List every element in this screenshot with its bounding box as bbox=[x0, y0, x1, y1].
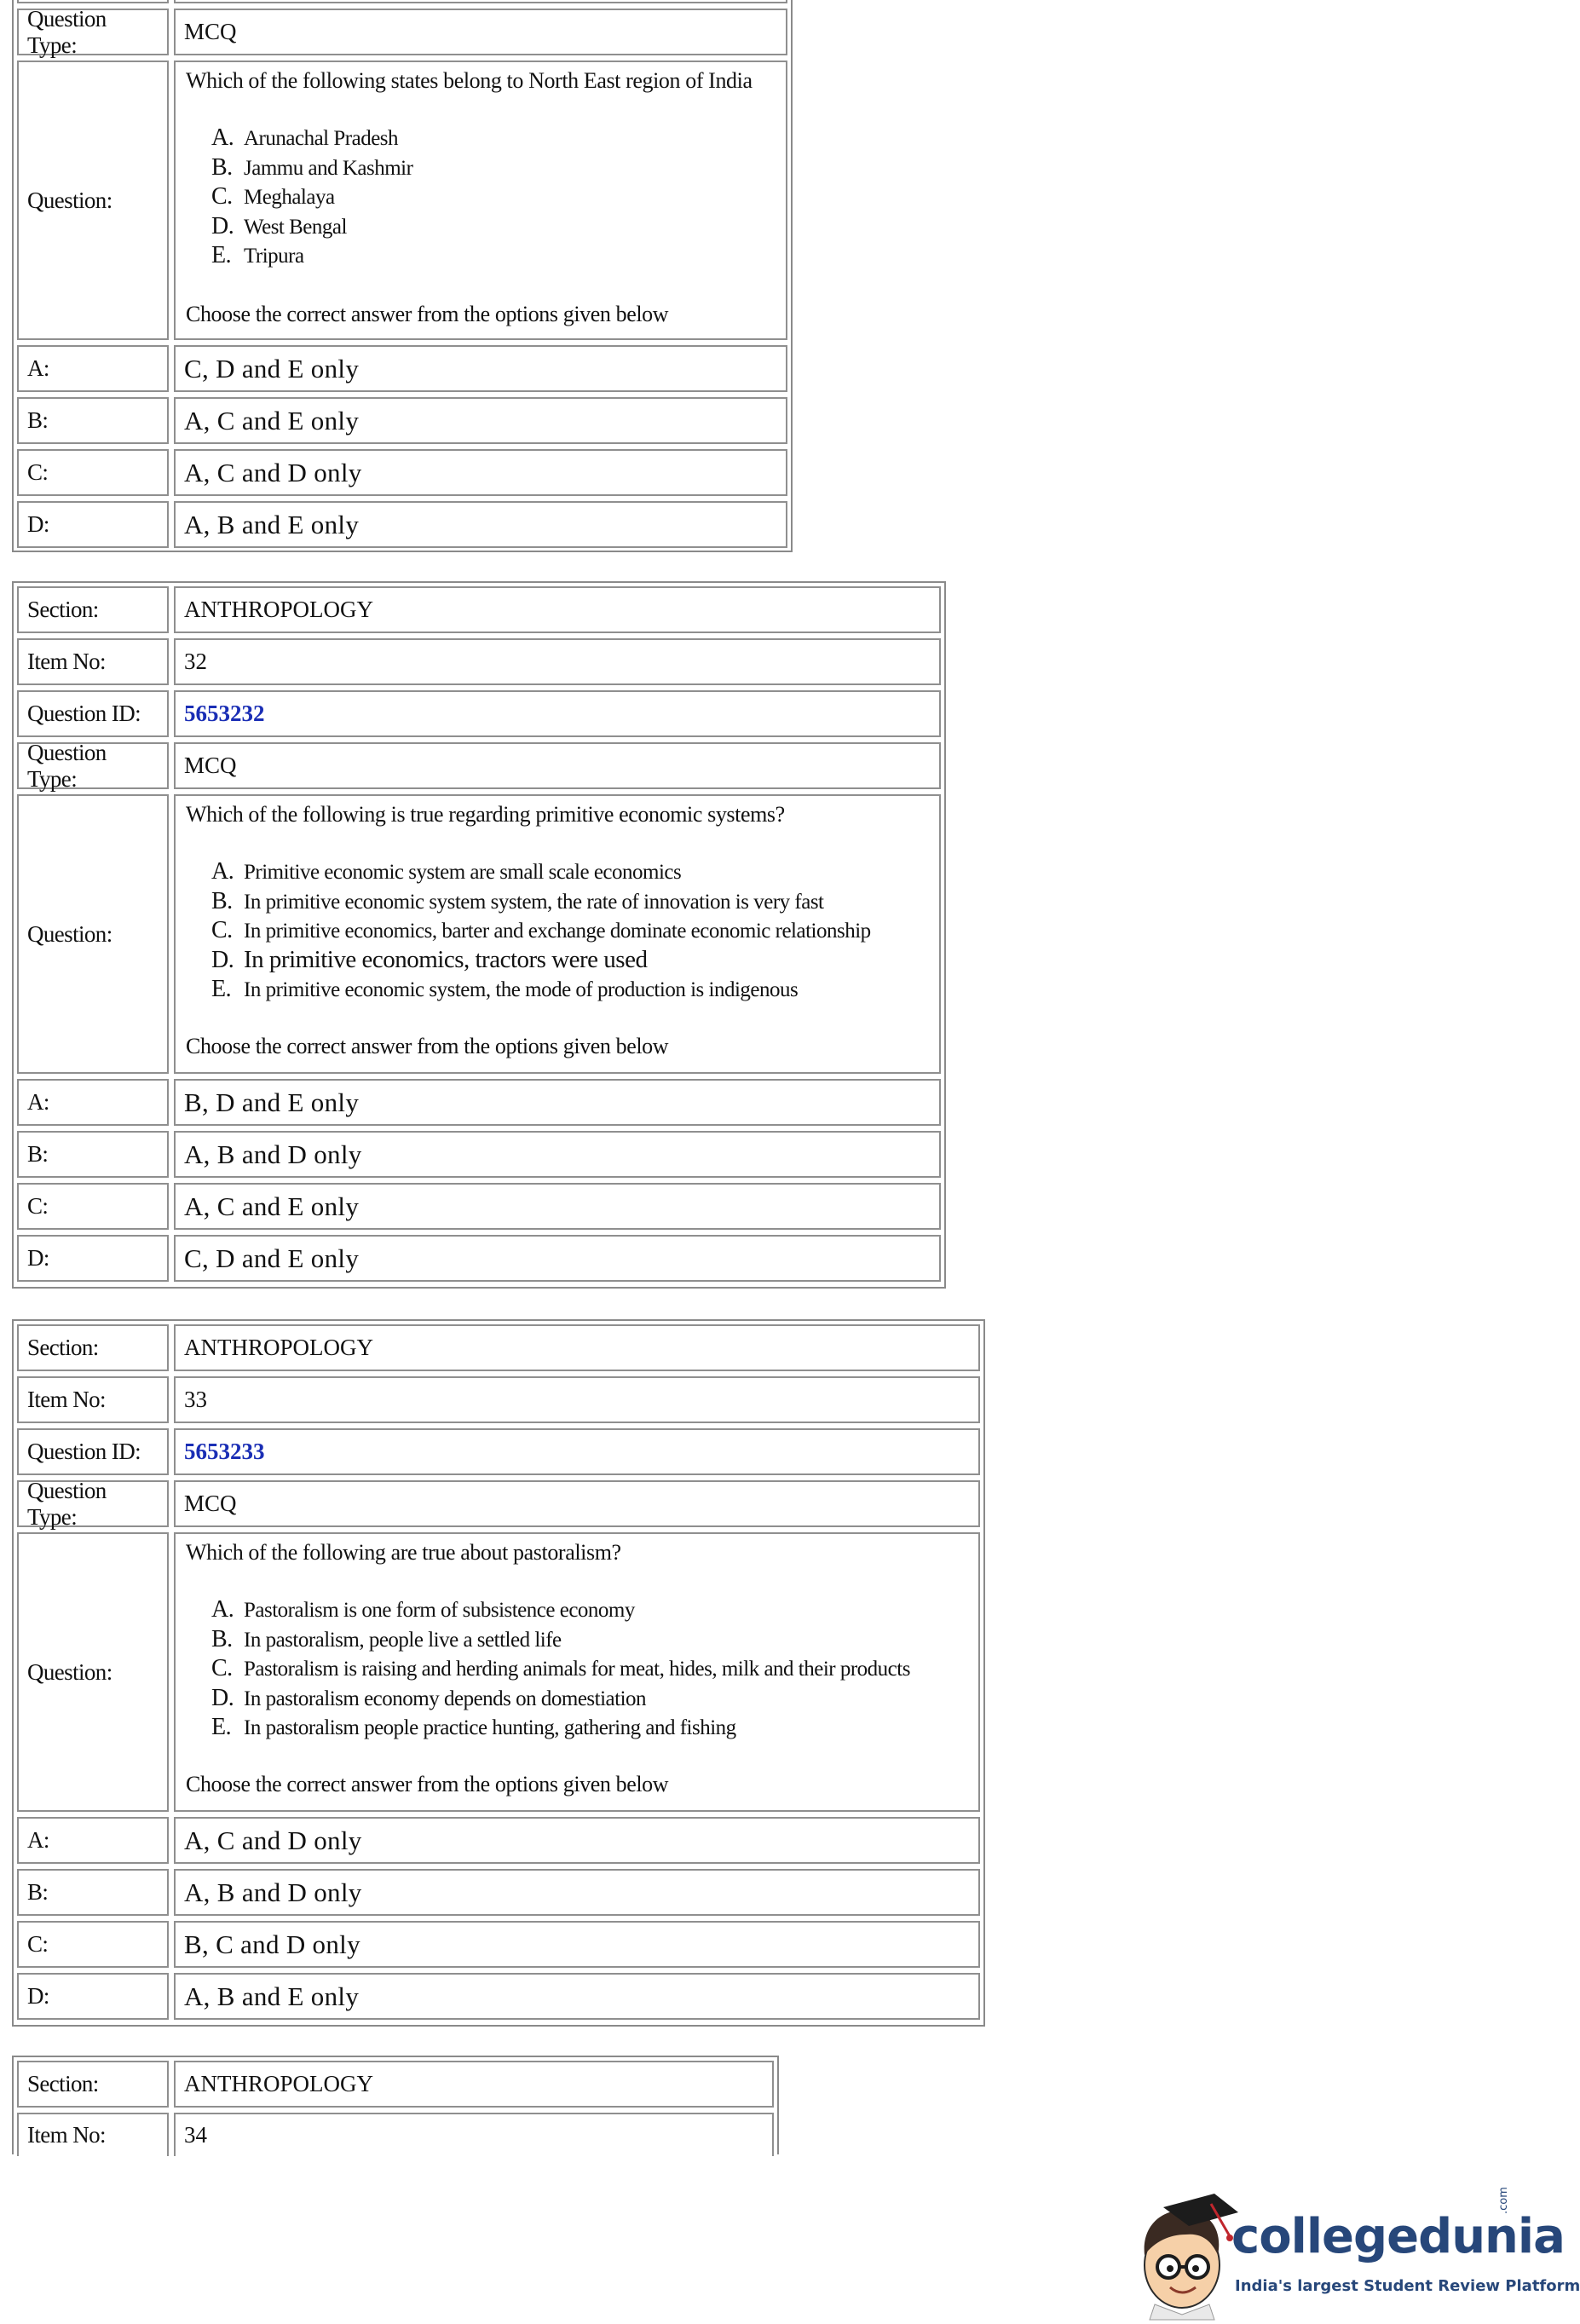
statement-item: D. In pastoralism economy depends on domestiation bbox=[211, 1684, 647, 1711]
section-row bbox=[17, 586, 941, 633]
option-b-label: B: bbox=[17, 1131, 169, 1178]
item-no-label: Item No: bbox=[17, 2113, 169, 2156]
option-row-d bbox=[17, 501, 787, 548]
option-a-label: A: bbox=[17, 345, 169, 392]
option-a-label: A: bbox=[17, 1079, 169, 1126]
section-label: Section: bbox=[17, 2061, 169, 2108]
item-no-value: 34 bbox=[174, 2113, 774, 2156]
question-row bbox=[17, 1532, 980, 1812]
statement-item: C. Pastoralism is raising and herding animals for meat, hides, milk and their products bbox=[211, 1655, 910, 1681]
question-type-label: Question Type: bbox=[17, 1480, 169, 1527]
item-no-row bbox=[17, 638, 941, 685]
question-text: Which of the following states belong to North East region of India bbox=[186, 68, 753, 93]
option-row-a bbox=[17, 1079, 941, 1126]
item-no-value: 33 bbox=[174, 1376, 980, 1423]
question-row bbox=[17, 61, 787, 340]
question-id-label: Question ID: bbox=[17, 1428, 169, 1475]
option-b-label: B: bbox=[17, 397, 169, 444]
option-row-c bbox=[17, 449, 787, 496]
statement-item: D. West Bengal bbox=[211, 212, 347, 239]
statement-item: E. In primitive economic system, the mode of production is indigenous bbox=[211, 976, 799, 1002]
option-c-value: B, C and D only bbox=[174, 1921, 980, 1968]
option-row-a bbox=[17, 1817, 980, 1864]
table-cut-edge bbox=[17, 0, 787, 3]
option-row-b bbox=[17, 397, 787, 444]
statement-item: B. Jammu and Kashmir bbox=[211, 153, 413, 181]
option-c-label: C: bbox=[17, 449, 169, 496]
option-row-b bbox=[17, 1869, 980, 1916]
option-d-value: A, B and E only bbox=[174, 1973, 980, 2020]
section-value: ANTHROPOLOGY bbox=[174, 1324, 980, 1371]
statement-list bbox=[186, 857, 931, 1005]
statement-item: C. Meghalaya bbox=[211, 183, 335, 210]
section-value: ANTHROPOLOGY bbox=[174, 2061, 774, 2108]
option-row-d bbox=[17, 1973, 980, 2020]
question-table-34 bbox=[12, 2056, 779, 2154]
item-no-row bbox=[17, 2113, 774, 2156]
option-b-value: A, C and E only bbox=[174, 397, 787, 444]
option-b-value: A, B and D only bbox=[174, 1869, 980, 1916]
question-id-row bbox=[17, 690, 941, 737]
option-d-label: D: bbox=[17, 1973, 169, 2020]
question-text: Which of the following is true regarding primitive economic systems? bbox=[186, 802, 785, 827]
brand-suffix: .com bbox=[1497, 2187, 1510, 2214]
statement-item: E. In pastoralism people practice hunting, gathering and fishing bbox=[211, 1714, 736, 1740]
question-type-value: MCQ bbox=[174, 1480, 980, 1527]
section-label: Section: bbox=[17, 586, 169, 633]
statement-item: B. In primitive economic system system, the rate of innovation is very fast bbox=[211, 887, 824, 914]
option-a-value: B, D and E only bbox=[174, 1079, 941, 1126]
item-no-row bbox=[17, 1376, 980, 1423]
item-no-label: Item No: bbox=[17, 1376, 169, 1423]
statement-list bbox=[186, 1595, 970, 1743]
question-type-row bbox=[17, 1477, 980, 1530]
question-id-value: 5653233 bbox=[174, 1428, 980, 1475]
question-label: Question: bbox=[17, 1532, 169, 1812]
question-text: Which of the following are true about pastoralism? bbox=[186, 1540, 621, 1565]
section-label: Section: bbox=[17, 1324, 169, 1371]
option-row-a bbox=[17, 345, 787, 392]
option-row-c bbox=[17, 1183, 941, 1230]
section-row bbox=[17, 2061, 774, 2108]
option-d-value: C, D and E only bbox=[174, 1235, 941, 1282]
option-row-b bbox=[17, 1131, 941, 1178]
choose-instruction: Choose the correct answer from the options given below bbox=[186, 1033, 669, 1058]
item-no-label: Item No: bbox=[17, 638, 169, 685]
option-c-label: C: bbox=[17, 1921, 169, 1968]
statement-item: A. Primitive economic system are small scale economics bbox=[211, 858, 682, 885]
question-type-label: Question Type: bbox=[17, 742, 169, 789]
choose-instruction: Choose the correct answer from the options given below bbox=[186, 301, 669, 326]
question-label: Question: bbox=[17, 794, 169, 1074]
statement-item: B. In pastoralism, people live a settled life bbox=[211, 1625, 562, 1652]
question-row bbox=[17, 794, 941, 1074]
option-c-label: C: bbox=[17, 1183, 169, 1230]
option-b-label: B: bbox=[17, 1869, 169, 1916]
option-row-d bbox=[17, 1235, 941, 1282]
section-row bbox=[17, 1324, 980, 1371]
item-no-value: 32 bbox=[174, 638, 941, 685]
statement-item: A. Pastoralism is one form of subsistence economy bbox=[211, 1596, 635, 1623]
question-table-31 bbox=[12, 0, 793, 552]
option-c-value: A, C and D only bbox=[174, 449, 787, 496]
choose-instruction: Choose the correct answer from the options given below bbox=[186, 1771, 669, 1796]
question-type-row bbox=[17, 739, 941, 792]
question-body bbox=[174, 61, 787, 340]
option-d-value: A, B and E only bbox=[174, 501, 787, 548]
brand-name: collegedunia bbox=[1231, 2209, 1565, 2264]
option-d-label: D: bbox=[17, 501, 169, 548]
question-id-label: Question ID: bbox=[17, 690, 169, 737]
option-a-value: A, C and D only bbox=[174, 1817, 980, 1864]
question-type-row bbox=[17, 5, 787, 58]
brand-tagline: India's largest Student Review Platform bbox=[1235, 2277, 1580, 2295]
section-value: ANTHROPOLOGY bbox=[174, 586, 941, 633]
question-type-value: MCQ bbox=[174, 9, 787, 55]
statement-list bbox=[186, 124, 777, 271]
option-a-value: C, D and E only bbox=[174, 345, 787, 392]
option-d-label: D: bbox=[17, 1235, 169, 1282]
question-body bbox=[174, 794, 941, 1074]
option-c-value: A, C and E only bbox=[174, 1183, 941, 1230]
question-type-label: Question Type: bbox=[17, 9, 169, 55]
question-table-32 bbox=[12, 581, 946, 1289]
question-id-value: 5653232 bbox=[174, 690, 941, 737]
collegedunia-logo bbox=[1129, 2187, 1580, 2320]
question-label: Question: bbox=[17, 61, 169, 340]
question-type-value: MCQ bbox=[174, 742, 941, 789]
question-id-row bbox=[17, 1428, 980, 1475]
option-a-label: A: bbox=[17, 1817, 169, 1864]
option-b-value: A, B and D only bbox=[174, 1131, 941, 1178]
question-body bbox=[174, 1532, 980, 1812]
statement-item: E. Tripura bbox=[211, 242, 304, 268]
statement-item: D. In primitive economics, tractors were used bbox=[211, 945, 648, 973]
statement-item: A. Arunachal Pradesh bbox=[211, 124, 399, 151]
option-row-c bbox=[17, 1921, 980, 1968]
statement-item: C. In primitive economics, barter and exchange dominate economic relationship bbox=[211, 917, 871, 943]
question-table-33 bbox=[12, 1319, 985, 2027]
